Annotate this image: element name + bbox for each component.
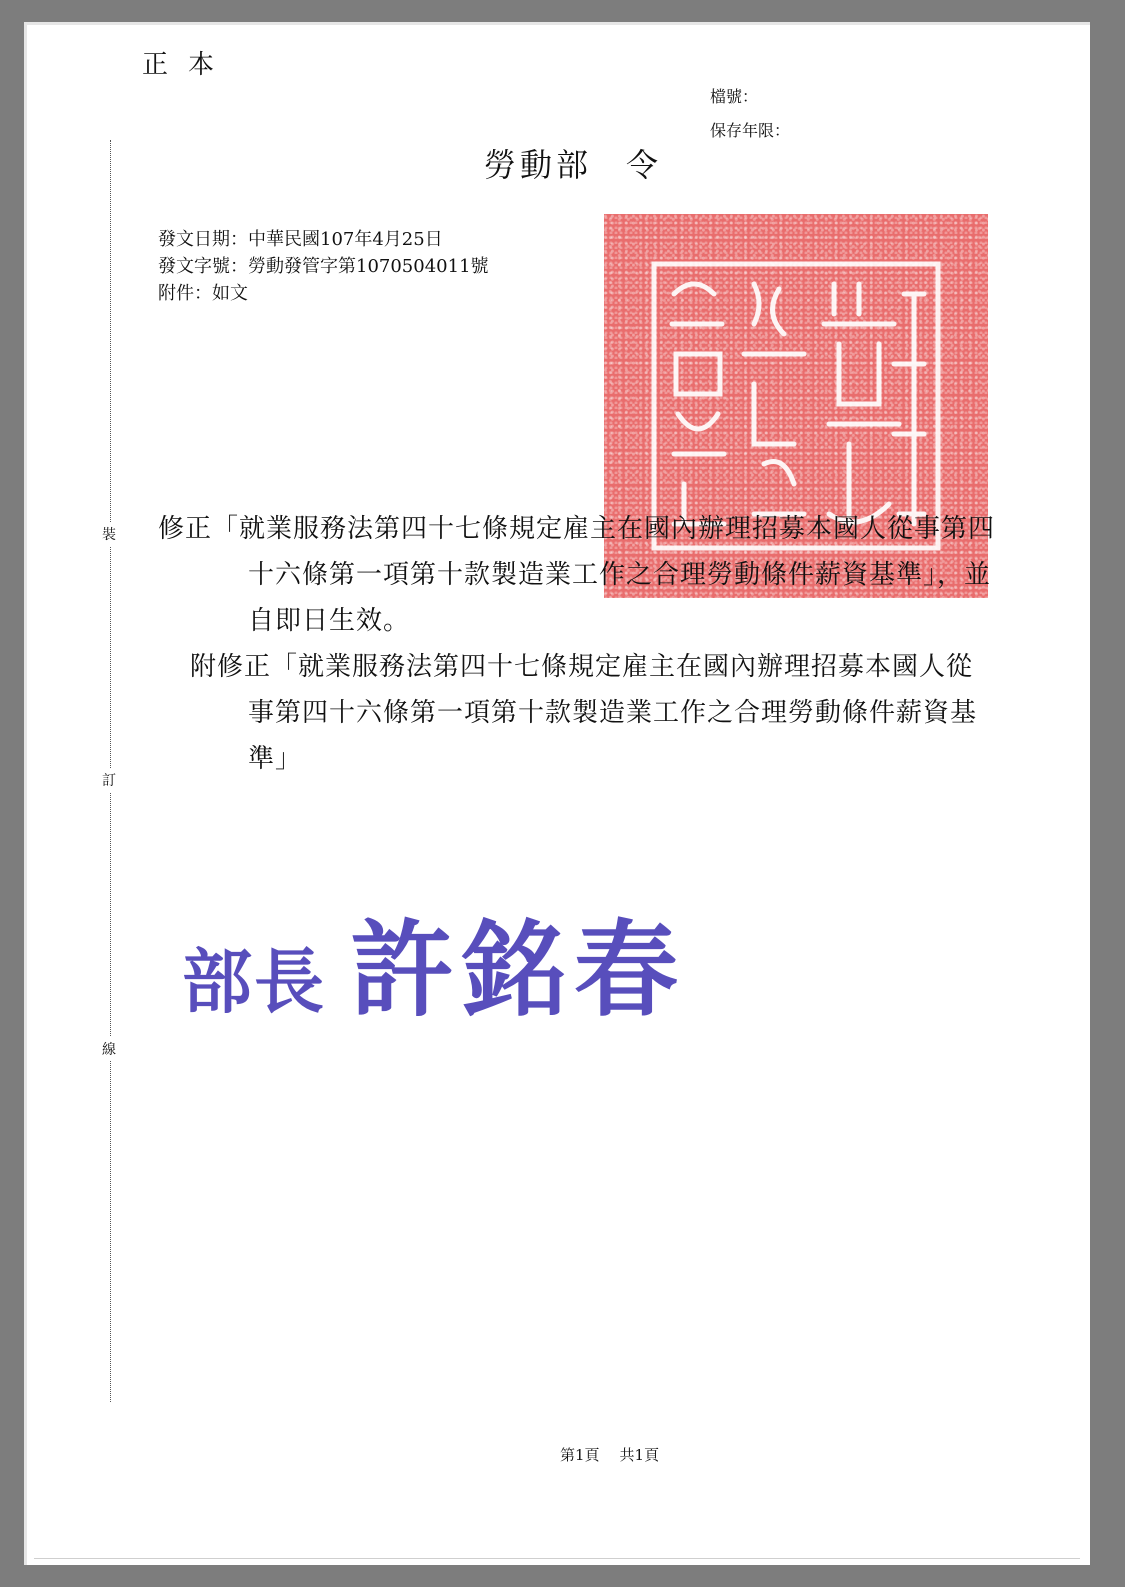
signature-name: 許銘春 bbox=[350, 909, 687, 1031]
retention-label: 保存年限： bbox=[710, 121, 791, 140]
page-total: 共1頁 bbox=[619, 1446, 660, 1464]
page-number: 第1頁 bbox=[560, 1446, 600, 1464]
reference-number: 發文字號：勞動發管字第1070504011號 bbox=[158, 256, 489, 277]
file-number-row bbox=[710, 80, 790, 114]
decree-body bbox=[158, 506, 998, 782]
attachment-note: 附件：如文 bbox=[158, 283, 248, 304]
page-bottom-edge bbox=[34, 1558, 1080, 1559]
issuer-name: 勞動部 bbox=[484, 146, 593, 184]
attachment-paragraph: 附修正「就業服務法第四十七條規定雇主在國內辦理招募本國人從事第四十六條第一項第十款製造業工作之合理勞動條件薪資基準」 bbox=[190, 652, 978, 774]
document-meta bbox=[158, 226, 489, 307]
binding-char-zhuang: 裝 bbox=[102, 522, 116, 546]
document-type: 令 bbox=[626, 146, 663, 184]
retention-row bbox=[710, 114, 790, 148]
minister-signature-stamp bbox=[182, 886, 686, 1036]
decree-paragraph: 修正「就業服務法第四十七條規定雇主在國內辦理招募本國人從事第四十六條第一項第十款製造業工作之合理勞動條件薪資基準」，並自即日生效。 bbox=[158, 514, 996, 636]
binding-char-xian: 線 bbox=[102, 1037, 116, 1061]
issue-date: 發文日期：中華民國107年4月25日 bbox=[158, 229, 443, 250]
copy-mark: 正本 bbox=[142, 50, 235, 80]
binding-char-ding: 訂 bbox=[102, 768, 116, 792]
document-title bbox=[484, 140, 662, 186]
filing-info bbox=[710, 80, 790, 148]
file-number-label: 檔號： bbox=[710, 87, 759, 106]
signature-title: 部長 bbox=[182, 941, 326, 1023]
page-footer bbox=[560, 1444, 659, 1465]
document-page bbox=[24, 22, 1090, 1565]
